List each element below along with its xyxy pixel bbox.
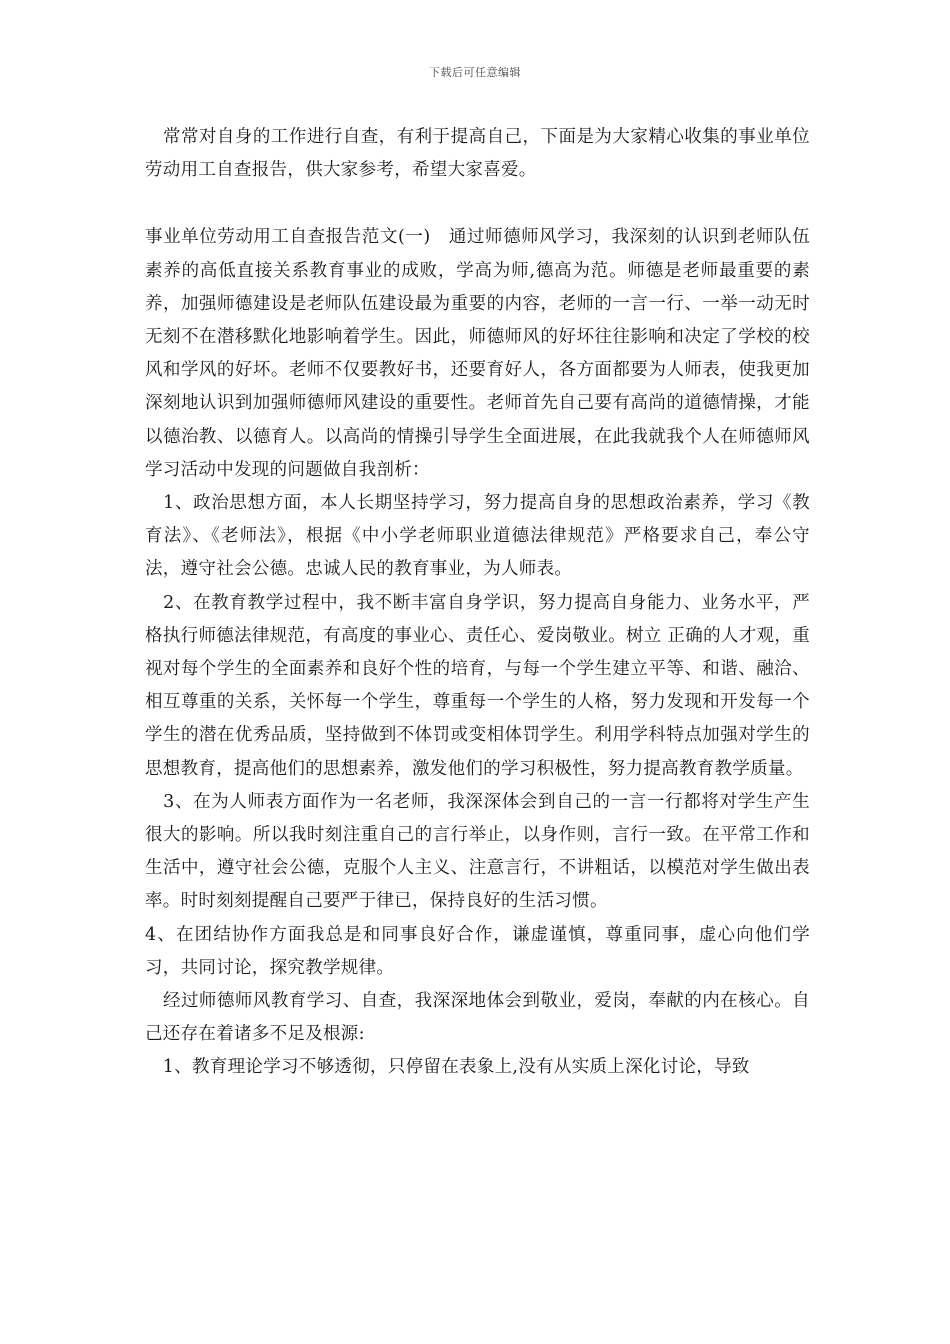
body-paragraph: 经过师德师风教育学习、自查，我深深地体会到敬业，爱岗，奉献的内在核心。自己还存在着诸多不足及根源: [145,991,810,1045]
body-paragraph: 4、在团结协作方面我总是和同事良好合作，谦虚谨慎，尊重同事，虚心向他们学习，共同讨论，探究教学规律。 [145,924,810,978]
page-header: 下载后可任意编辑 [429,66,521,79]
document-body [145,121,810,1085]
intro-paragraph: 常常对自身的工作进行自查，有利于提高自己，下面是为大家精心收集的事业单位劳动用工自查报告，供大家参考，希望大家喜爱。 [145,127,810,181]
body-paragraph: 2、在教育教学过程中，我不断丰富自身学识，努力提高自身能力、业务水平，严格执行师德法律规范，有高度的事业心、责任心、爱岗敬业。树立 正确的人才观，重视对每个学生的全面素养和良好个性的培育，与每一个学生建立平等、和谐、融洽、相互尊重的关系，关怀每一个学生，尊重每一个学生的人格，努力发现和开发每一个学生的潜在优秀品质，坚持做到不体罚或变相体罚学生。利用学科特点加强对学生的思想教育，提高他们的思想素养，激发他们的学习积极性，努力提高教育教学质量。 [145,592,810,779]
body-paragraph: 1、教育理论学习不够透彻，只停留在表象上,没有从实质上深化讨论，导致 [145,1057,750,1078]
paragraph-spacer [145,187,810,221]
body-paragraph: 1、政治思想方面，本人长期坚持学习，努力提高自身的思想政治素养，学习《教育法》、《老师法》，根据《中小学老师职业道德法律规范》严格要求自己，奉公守法，遵守社会公德。忠诚人民的教育事业，为人师表。 [145,493,810,580]
body-paragraph: 3、在为人师表方面作为一名老师，我深深体会到自己的一言一行都将对学生产生很大的影响。所以我时刻注重自己的言行举止，以身作则，言行一致。在平常工作和生活中，遵守社会公德，克服个人主义、注意言行，不讲粗话，以模范对学生做出表率。时时刻刻提醒自己要严于律已，保持良好的生活习惯。 [145,791,810,912]
body-paragraph: 事业单位劳动用工自查报告范文(一) 通过师德师风学习，我深刻的认识到老师队伍素养的高低直接关系教育事业的成败，学高为师,德高为范。师德是老师最重要的素养，加强师德建设是老师队伍建设最为重要的内容，老师的一言一行、一举一动无时无刻不在潜移默化地影响着学生。因此，师德师风的好坏往往影响和决定了学校的校风和学风的好坏。老师不仅要教好书，还要育好人，各方面都要为人师表，使我更加深刻地认识到加强师德师风建设的重要性。老师首先自己要有高尚的道德情操，才能以德治教、以德育人。以高尚的情操引导学生全面进展，在此我就我个人在师德师风学习活动中发现的问题做自我剖析： [145,227,810,480]
